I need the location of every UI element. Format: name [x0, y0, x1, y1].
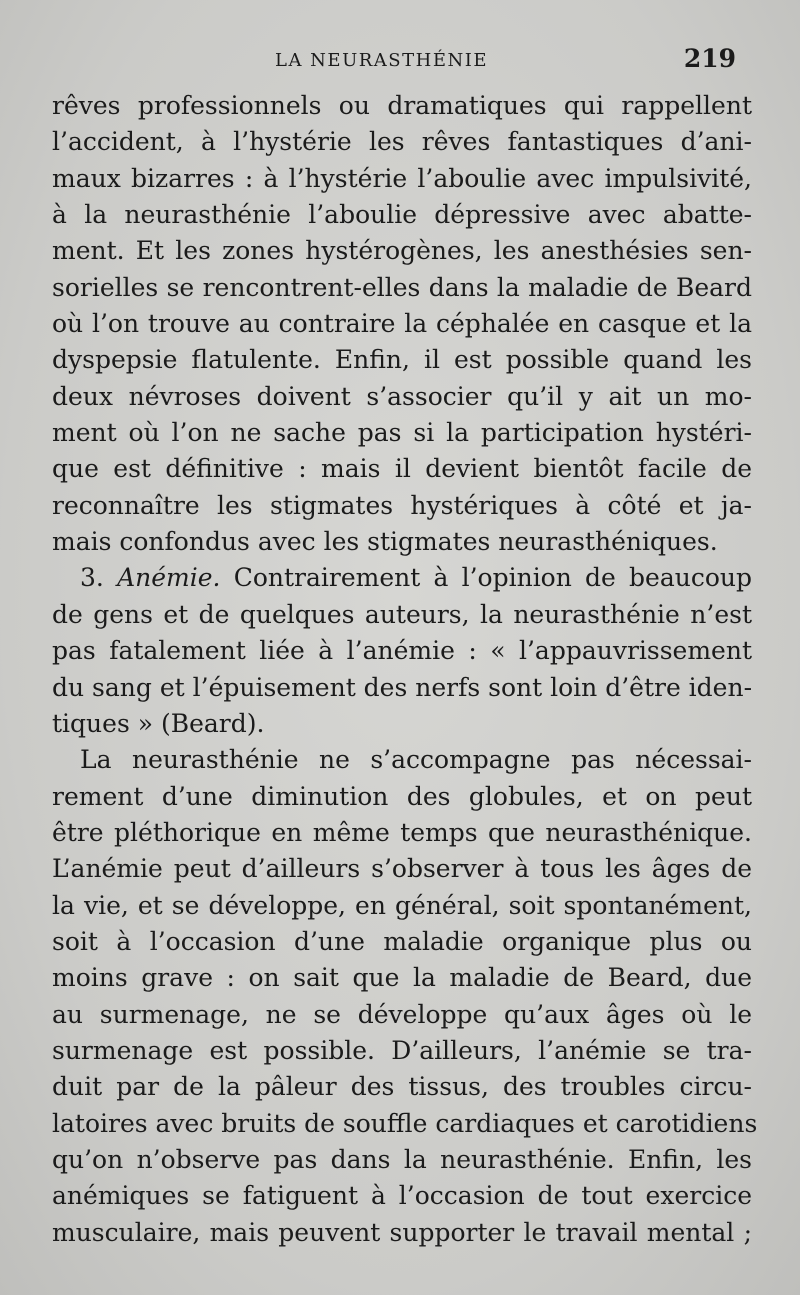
running-head: [0, 46, 800, 76]
text-line: deux névroses doivent s’associer qu’il y ait un mo-: [52, 381, 752, 411]
text-line: dyspepsie flatulente. Enfin, il est possible quand les: [52, 345, 752, 375]
text-line: musculaire, mais peuvent supporter le travail mental ;: [52, 1217, 752, 1247]
text-line: ment. Et les zones hystérogènes, les anesthésies sen-: [52, 236, 752, 266]
text-line: rêves professionnels ou dramatiques qui rappellent: [52, 91, 752, 120]
text-line: surmenage est possible. D’ailleurs, l’anémie se tra-: [52, 1035, 752, 1065]
text-line: où l’on trouve au contraire la céphalée en casque et la: [52, 309, 752, 339]
text-line: tiques » (Beard).: [52, 708, 265, 738]
text-line: moins grave : on sait que la maladie de Beard, due: [52, 963, 752, 993]
text-line: pas fatalement liée à l’anémie : « l’appauvrissement: [52, 636, 752, 666]
text-line: être pléthorique en même temps que neurasthénique.: [52, 817, 752, 847]
text-line: du sang et l’épuisement des nerfs sont loin d’être iden-: [52, 672, 753, 702]
section-heading-line: [52, 560, 752, 596]
text-line: rement d’une diminution des globules, et on peut: [52, 781, 752, 811]
text-line: ment où l’on ne sache pas si la participation hystéri-: [52, 418, 752, 448]
text-line: sorielles se rencontrent-elles dans la maladie de Beard: [52, 272, 752, 302]
text-line: L’anémie peut d’ailleurs s’observer à tous les âges de: [52, 854, 752, 884]
text-line: maux bizarres : à l’hystérie l’aboulie avec impulsivité,: [52, 163, 752, 193]
text-line: La neurasthénie ne s’accompagne pas nécessai-: [80, 745, 752, 775]
section-title: Anémie.: [117, 563, 221, 593]
text-line: qu’on n’observe pas dans la neurasthénie. Enfin, les: [52, 1144, 752, 1174]
text-line: soit à l’occasion d’une maladie organique plus ou: [52, 926, 752, 956]
body-text: [52, 88, 758, 1251]
page-number: 219: [683, 44, 736, 73]
running-title: LA NEURASTHÉNIE: [275, 50, 488, 71]
text-line: mais confondus avec les stigmates neurasthéniques.: [52, 527, 718, 557]
section-number: 3.: [80, 563, 104, 593]
text-line: latoires avec bruits de souffle cardiaques et carotidiens: [52, 1108, 758, 1138]
text-line: reconnaître les stigmates hystériques à côté et ja-: [52, 490, 752, 520]
text-line: à la neurasthénie l’aboulie dépressive avec abatte-: [52, 200, 752, 230]
section-first-line-text: Contrairement à l’opinion de beaucoup: [233, 563, 753, 593]
text-line: que est définitive : mais il devient bientôt facile de: [52, 454, 752, 484]
text-line: la vie, et se développe, en général, soit spontanément,: [52, 890, 752, 920]
text-line: anémiques se fatiguent à l’occasion de tout exercice: [52, 1181, 752, 1211]
text-line: au surmenage, ne se développe qu’aux âges où le: [52, 999, 752, 1029]
text-line: l’accident, à l’hystérie les rêves fantastiques d’ani-: [52, 127, 752, 157]
text-line: duit par de la pâleur des tissus, des troubles circu-: [52, 1072, 752, 1102]
text-line: de gens et de quelques auteurs, la neurasthénie n’est: [52, 599, 752, 629]
